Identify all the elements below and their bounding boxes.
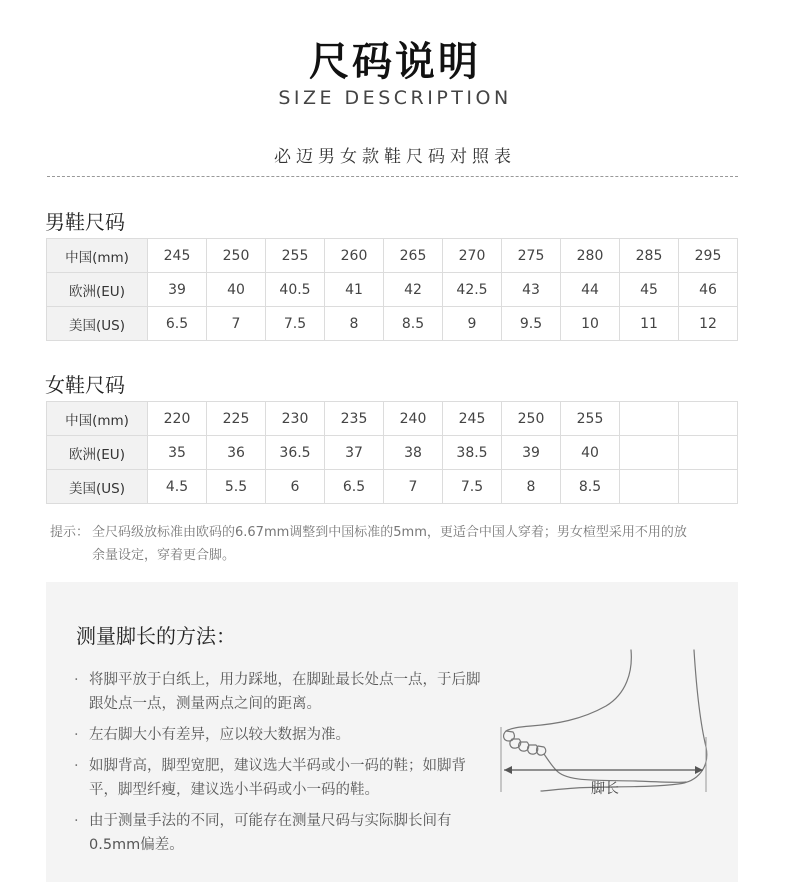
dashed-divider	[47, 176, 738, 177]
table-cell: 8	[325, 307, 384, 341]
row-header: 欧洲(EU)	[47, 436, 148, 470]
bullet-icon: ·	[74, 672, 79, 688]
table-cell: 8.5	[561, 470, 620, 504]
table-cell	[620, 436, 679, 470]
table-cell: 255	[561, 402, 620, 436]
table-cell: 9	[443, 307, 502, 341]
table-cell: 8	[502, 470, 561, 504]
table-cell: 38	[384, 436, 443, 470]
arrow-head-left-icon	[504, 766, 512, 774]
tip-text: 如脚背高，脚型宽肥，建议选大半码或小一码的鞋；如脚背平，脚型纤瘦，建议选小半码或小一码的鞋。	[89, 758, 466, 798]
table-cell: 41	[325, 273, 384, 307]
table-cell: 7.5	[266, 307, 325, 341]
note-text: 全尺码级放标准由欧码的6.67mm调整到中国标准的5mm，更适合中国人穿着；男女楦型采用不用的放	[92, 525, 687, 540]
measure-method-panel	[46, 582, 738, 882]
row-header: 中国(mm)	[47, 402, 148, 436]
list-item	[74, 754, 494, 802]
table-cell: 230	[266, 402, 325, 436]
note-text-continued: 余量设定，穿着更合脚。	[92, 548, 236, 563]
table-cell: 42.5	[443, 273, 502, 307]
list-item	[74, 809, 494, 857]
page-subtitle: SIZE DESCRIPTION	[278, 87, 512, 109]
table-cell: 43	[502, 273, 561, 307]
table-cell: 220	[148, 402, 207, 436]
table-cell: 240	[384, 402, 443, 436]
foot-length-label: 脚长	[591, 781, 619, 797]
table-cell: 46	[679, 273, 738, 307]
table-row	[47, 402, 738, 436]
bullet-icon: ·	[74, 727, 79, 743]
table-cell	[679, 470, 738, 504]
table-cell: 39	[148, 273, 207, 307]
table-cell: 6.5	[148, 307, 207, 341]
mens-section-title: 男鞋尺码	[45, 210, 125, 234]
row-header: 欧洲(EU)	[47, 273, 148, 307]
size-note	[50, 521, 742, 567]
bullet-icon: ·	[74, 813, 79, 829]
table-cell: 235	[325, 402, 384, 436]
table-cell: 270	[443, 239, 502, 273]
table-cell: 225	[207, 402, 266, 436]
tip-text: 将脚平放于白纸上，用力踩地，在脚趾最长处点一点，于后脚跟处点一点，测量两点之间的距离。	[89, 672, 481, 712]
row-header: 中国(mm)	[47, 239, 148, 273]
table-cell: 7	[384, 470, 443, 504]
arrow-head-right-icon	[695, 766, 703, 774]
table-cell: 8.5	[384, 307, 443, 341]
bullet-icon: ·	[74, 758, 79, 774]
table-cell: 10	[561, 307, 620, 341]
table-cell: 245	[148, 239, 207, 273]
table-row	[47, 307, 738, 341]
table-cell: 39	[502, 436, 561, 470]
row-header: 美国(US)	[47, 470, 148, 504]
table-cell: 35	[148, 436, 207, 470]
tip-text: 左右脚大小有差异，应以较大数据为准。	[89, 727, 350, 743]
table-cell: 245	[443, 402, 502, 436]
method-tips-list	[74, 668, 494, 864]
table-cell: 265	[384, 239, 443, 273]
table-cell: 285	[620, 239, 679, 273]
foot-diagram	[486, 642, 726, 872]
womens-size-table	[46, 401, 738, 504]
note-label: 提示：	[50, 525, 90, 540]
table-cell: 12	[679, 307, 738, 341]
table-cell: 42	[384, 273, 443, 307]
list-item	[74, 723, 494, 747]
table-cell	[679, 402, 738, 436]
page-title: 尺码说明	[309, 39, 481, 85]
table-cell: 280	[561, 239, 620, 273]
method-title: 测量脚长的方法：	[76, 624, 236, 648]
foot-outline-icon	[506, 650, 631, 731]
table-cell: 250	[502, 402, 561, 436]
table-cell	[679, 436, 738, 470]
size-table-title: 必迈男女款鞋尺码对照表	[274, 147, 516, 167]
table-row	[47, 470, 738, 504]
table-cell: 260	[325, 239, 384, 273]
table-cell: 36.5	[266, 436, 325, 470]
table-cell: 40.5	[266, 273, 325, 307]
table-cell: 250	[207, 239, 266, 273]
table-cell: 255	[266, 239, 325, 273]
table-cell: 6.5	[325, 470, 384, 504]
table-cell: 7	[207, 307, 266, 341]
row-header: 美国(US)	[47, 307, 148, 341]
list-item	[74, 668, 494, 716]
table-cell: 40	[561, 436, 620, 470]
table-cell: 4.5	[148, 470, 207, 504]
mens-size-table	[46, 238, 738, 341]
table-cell: 40	[207, 273, 266, 307]
table-cell: 7.5	[443, 470, 502, 504]
table-cell: 37	[325, 436, 384, 470]
table-cell: 295	[679, 239, 738, 273]
table-cell	[620, 402, 679, 436]
table-row	[47, 273, 738, 307]
table-cell: 6	[266, 470, 325, 504]
table-row	[47, 239, 738, 273]
table-cell	[620, 470, 679, 504]
table-cell: 36	[207, 436, 266, 470]
table-cell: 9.5	[502, 307, 561, 341]
table-cell: 5.5	[207, 470, 266, 504]
table-cell: 44	[561, 273, 620, 307]
table-cell: 38.5	[443, 436, 502, 470]
tip-text: 由于测量手法的不同，可能存在测量尺码与实际脚长间有0.5mm偏差。	[89, 813, 452, 853]
table-cell: 11	[620, 307, 679, 341]
table-cell: 275	[502, 239, 561, 273]
table-cell: 45	[620, 273, 679, 307]
womens-section-title: 女鞋尺码	[45, 373, 125, 397]
table-row	[47, 436, 738, 470]
